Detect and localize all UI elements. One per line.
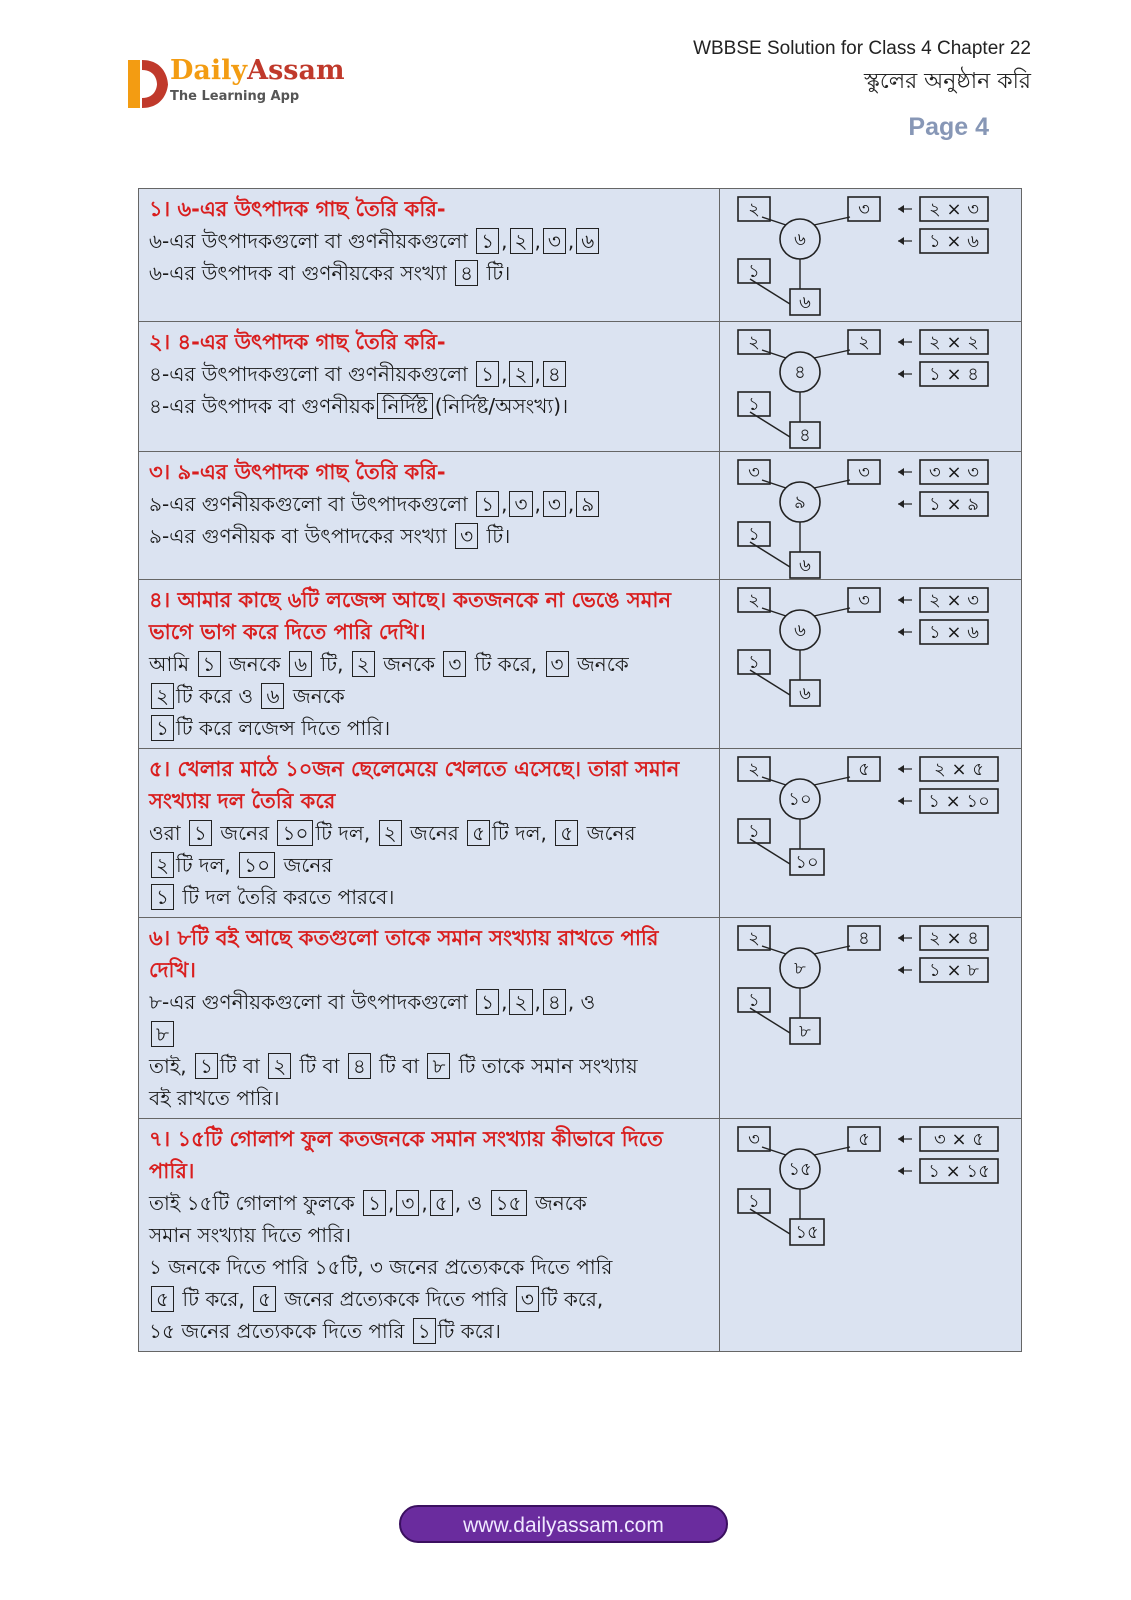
svg-text:৮: ৮	[799, 1021, 811, 1042]
answer-text: জনকে	[286, 684, 345, 708]
factor-tree	[720, 189, 1003, 322]
answer-text: টি দল,	[492, 821, 554, 845]
answer-text: টি করে,	[540, 1287, 604, 1311]
tree-left-factor	[738, 522, 770, 546]
tree-pair1-product	[920, 588, 988, 612]
answer-box: ২	[509, 989, 532, 1015]
tree-pair1-product	[920, 330, 988, 354]
logo-d-icon	[126, 56, 170, 112]
answer-text: বই রাখতে পারি।	[149, 1086, 280, 1110]
answer-line	[149, 881, 711, 913]
answer-text: টি করে,	[175, 1287, 252, 1311]
svg-text:২ × ৫: ২ × ৫	[934, 759, 984, 780]
svg-text:১ × ১০: ১ × ১০	[928, 791, 990, 812]
tree-bottom-factor	[790, 422, 820, 448]
question-text-cell	[139, 918, 720, 1119]
answer-box: ৩	[543, 491, 566, 517]
tree-center-number	[780, 482, 820, 522]
answer-text: জনের	[277, 853, 333, 877]
tree-pair1-arrow	[898, 205, 912, 213]
answer-text: ,	[501, 990, 508, 1014]
answer-box: ২	[510, 228, 533, 254]
question-text-cell	[139, 452, 720, 580]
factor-tree-cell	[720, 749, 1022, 918]
answer-text: ,	[567, 229, 575, 253]
svg-text:৮: ৮	[794, 958, 806, 979]
answer-text: ,	[501, 229, 508, 253]
answer-box: ১	[195, 1053, 218, 1079]
answer-box: ১	[476, 989, 499, 1015]
answer-text: ৬-এর উৎপাদকগুলো বা গুণনীয়কগুলো	[149, 229, 475, 253]
answer-box: ১	[476, 228, 499, 254]
svg-text:৬: ৬	[799, 555, 811, 576]
answer-text: সমান সংখ্যায় দিতে পারি।	[149, 1223, 351, 1247]
answer-text: টি বা	[293, 1054, 346, 1078]
svg-text:২ × ২: ২ × ২	[929, 332, 979, 353]
tree-pair2-product	[920, 492, 988, 516]
answer-box: ৫	[151, 1286, 174, 1312]
answer-box: ১	[151, 715, 174, 741]
answer-text: টি।	[480, 261, 511, 285]
svg-text:২: ২	[858, 332, 870, 353]
question-text-cell	[139, 749, 720, 918]
tree-center-number	[780, 1149, 820, 1189]
svg-text:১: ১	[748, 652, 760, 673]
answer-box: ২	[352, 651, 375, 677]
answer-box: ২	[268, 1053, 291, 1079]
answer-line	[149, 1251, 711, 1283]
answer-box: নির্দিষ্ট	[377, 393, 433, 419]
svg-text:২ × ৩: ২ × ৩	[929, 590, 979, 611]
answer-text: ,	[534, 492, 541, 516]
answer-text: টি বা	[372, 1054, 426, 1078]
answer-text: ,	[501, 362, 508, 386]
answer-text: তাই,	[149, 1054, 193, 1078]
answer-box: ২	[151, 683, 174, 709]
svg-text:৩: ৩	[858, 462, 870, 483]
tree-pair2-arrow	[898, 797, 912, 805]
logo-name: DailyAssam	[170, 55, 345, 86]
answer-text: , ও	[454, 1191, 489, 1215]
answer-line	[149, 1315, 711, 1347]
tree-pair2-product	[920, 1159, 998, 1183]
tree-bottom-factor	[790, 552, 820, 578]
answer-text: জনকে	[376, 652, 442, 676]
svg-text:১০: ১০	[795, 852, 819, 873]
svg-text:২: ২	[748, 332, 760, 353]
factor-tree	[720, 452, 1003, 580]
answer-box: ১০	[239, 852, 275, 878]
tree-bottom-factor	[790, 289, 820, 315]
answer-box: ৫	[467, 820, 490, 846]
answer-text: ৪-এর উৎপাদকগুলো বা গুণনীয়কগুলো	[149, 362, 475, 386]
answer-text: ,	[421, 1191, 428, 1215]
answer-text: তাই ১৫টি গোলাপ ফুলকে	[149, 1191, 362, 1215]
tree-bottom-factor	[790, 1219, 824, 1245]
tree-left-factor	[738, 1189, 770, 1213]
answer-box: ৮	[151, 1021, 174, 1047]
answer-box: ৬	[261, 683, 284, 709]
logo-tagline: The Learning App	[170, 89, 300, 104]
answer-line	[149, 488, 711, 520]
svg-text:১০: ১০	[788, 789, 812, 810]
answer-line	[149, 1082, 711, 1114]
tree-bottom-factor	[790, 1018, 820, 1044]
answer-text: জনের	[403, 821, 466, 845]
svg-text:৪: ৪	[794, 362, 806, 383]
answer-text: জনকে	[528, 1191, 587, 1215]
tree-pair2-product	[920, 362, 988, 386]
answer-box: ৩	[396, 1190, 419, 1216]
answer-text: জনের প্রত্যেককে দিতে পারি	[278, 1287, 514, 1311]
tree-center-number	[780, 219, 820, 259]
answer-text: টি দল,	[176, 853, 238, 877]
answer-text: জনের	[580, 821, 636, 845]
svg-text:১: ১	[748, 1191, 760, 1212]
factor-tree-cell	[720, 1119, 1022, 1352]
tree-pair2-arrow	[898, 966, 912, 974]
answer-text: টি দল তৈরি করতে পারবে।	[175, 885, 395, 909]
answer-box: ২	[509, 361, 532, 387]
answer-text: টি বা	[219, 1054, 267, 1078]
factor-tree	[720, 749, 1003, 911]
page-number: Page 4	[908, 113, 989, 141]
answer-box: ১	[413, 1318, 436, 1344]
factor-tree-cell	[720, 918, 1022, 1119]
question-title: ৩। ৯-এর উৎপাদক গাছ তৈরি করি-	[149, 460, 446, 484]
footer-url[interactable]: www.dailyassam.com	[399, 1505, 728, 1543]
tree-right-factor	[848, 926, 880, 950]
svg-text:১ × ৬: ১ × ৬	[929, 231, 979, 252]
answer-text: জনকে	[222, 652, 288, 676]
svg-text:১ × ১৫: ১ × ১৫	[928, 1161, 990, 1182]
answer-line	[149, 358, 711, 390]
answer-box: ৪	[543, 361, 566, 387]
answer-box: ১	[151, 884, 174, 910]
question-row	[139, 580, 1022, 749]
svg-text:১: ১	[748, 821, 760, 842]
tree-left-factor	[738, 988, 770, 1012]
answer-box: ৫	[555, 820, 578, 846]
tree-pair2-arrow	[898, 500, 912, 508]
answer-text: ,	[534, 990, 541, 1014]
answer-line	[149, 390, 711, 422]
svg-text:৫: ৫	[858, 1129, 870, 1150]
svg-text:২: ২	[748, 199, 760, 220]
question-title: ১। ৬-এর উৎপাদক গাছ তৈরি করি-	[149, 197, 446, 221]
svg-text:৬: ৬	[794, 620, 806, 641]
tree-pair1-arrow	[898, 1135, 912, 1143]
tree-right-factor	[848, 197, 880, 221]
answer-box: ১০	[277, 820, 313, 846]
answer-line	[149, 817, 711, 849]
answer-text: , ও	[567, 990, 596, 1014]
answer-line	[149, 1050, 711, 1082]
svg-text:১: ১	[748, 990, 760, 1011]
answer-text: ৬-এর উৎপাদক বা গুণনীয়কের সংখ্যা	[149, 261, 454, 285]
svg-text:৪: ৪	[858, 928, 870, 949]
svg-text:১: ১	[748, 524, 760, 545]
tree-left-factor	[738, 259, 770, 283]
answer-line	[149, 1283, 711, 1315]
tree-pair1-product	[920, 1127, 998, 1151]
tree-right-factor	[848, 1127, 880, 1151]
tree-pair1-product	[920, 926, 988, 950]
answer-box: ৬	[576, 228, 599, 254]
answer-text: ,	[534, 229, 541, 253]
svg-text:২ × ৩: ২ × ৩	[929, 199, 979, 220]
answer-box: ৩	[443, 651, 466, 677]
answer-text: ৪-এর উৎপাদক বা গুণনীয়ক	[149, 394, 375, 418]
svg-text:২: ২	[748, 928, 760, 949]
answer-box: ৩	[516, 1286, 539, 1312]
answer-line	[149, 1187, 711, 1219]
svg-text:২: ২	[748, 590, 760, 611]
solution-table	[138, 188, 1022, 1352]
tree-pair1-arrow	[898, 338, 912, 346]
answer-box: ৪	[543, 989, 566, 1015]
page-header	[693, 38, 1031, 142]
tree-pair2-arrow	[898, 628, 912, 636]
tree-pair2-arrow	[898, 1167, 912, 1175]
answer-box: ১	[198, 651, 221, 677]
factor-tree	[720, 1119, 1003, 1349]
answer-box: ১	[363, 1190, 386, 1216]
answer-text: ১ জনকে দিতে পারি ১৫টি, ৩ জনের প্রত্যেককে দিতে পারি	[149, 1255, 613, 1279]
question-row	[139, 322, 1022, 452]
answer-line	[149, 849, 711, 881]
svg-text:৩: ৩	[858, 199, 870, 220]
tree-center-number	[780, 779, 820, 819]
answer-line	[149, 648, 711, 680]
answer-text: জনকে	[570, 652, 629, 676]
tree-center-number	[780, 610, 820, 650]
tree-bottom-factor	[790, 849, 824, 875]
svg-text:৩ × ৫: ৩ × ৫	[934, 1129, 984, 1150]
tree-pair2-product	[920, 229, 988, 253]
answer-box: ১	[476, 491, 499, 517]
answer-text: জনের	[213, 821, 276, 845]
tree-pair2-arrow	[898, 370, 912, 378]
answer-box: ৩	[543, 228, 566, 254]
chapter-name: স্কুলের অনুষ্ঠান করি	[864, 69, 1031, 94]
doc-title: WBBSE Solution for Class 4 Chapter 22	[693, 38, 1031, 59]
svg-text:৩ × ৩: ৩ × ৩	[929, 462, 979, 483]
answer-box: ৬	[289, 651, 312, 677]
svg-text:২: ২	[748, 759, 760, 780]
tree-bottom-factor	[790, 680, 820, 706]
svg-text:৬: ৬	[794, 229, 806, 250]
svg-text:৩: ৩	[858, 590, 870, 611]
answer-text: (নির্দিষ্ট/অসংখ্য)।	[434, 394, 569, 418]
answer-box: ১৫	[491, 1190, 527, 1216]
tree-pair2-product	[920, 620, 988, 644]
question-title: ৬। ৮টি বই আছে কতগুলো তাকে সমান সংখ্যায় রাখতে পারি দেখি।	[149, 926, 659, 982]
question-text-cell	[139, 322, 720, 452]
answer-text: ,	[501, 492, 508, 516]
tree-center-number	[780, 352, 820, 392]
answer-box: ৫	[253, 1286, 276, 1312]
tree-center-number	[780, 948, 820, 988]
svg-text:৯: ৯	[794, 492, 806, 513]
tree-right-factor	[848, 757, 880, 781]
question-row	[139, 189, 1022, 322]
answer-line	[149, 520, 711, 552]
answer-box: ৩	[455, 523, 478, 549]
answer-text: টি করে ও	[176, 684, 260, 708]
svg-text:১ × ৯: ১ × ৯	[929, 494, 979, 515]
question-row	[139, 918, 1022, 1119]
svg-text:১৫: ১৫	[795, 1222, 819, 1243]
answer-line	[149, 680, 711, 712]
svg-text:৩: ৩	[748, 462, 760, 483]
answer-text: ,	[534, 362, 541, 386]
question-title: ৭। ১৫টি গোলাপ ফুল কতজনকে সমান সংখ্যায় কীভাবে দিতে পারি।	[149, 1127, 663, 1183]
site-logo[interactable]	[126, 56, 366, 116]
answer-text: টি।	[480, 524, 511, 548]
question-text-cell	[139, 580, 720, 749]
tree-pair2-product	[920, 789, 998, 813]
answer-text: টি দল,	[315, 821, 377, 845]
svg-text:৪: ৪	[799, 425, 811, 446]
answer-box: ১	[189, 820, 212, 846]
question-row	[139, 1119, 1022, 1352]
tree-right-factor	[848, 460, 880, 484]
tree-pair1-product	[920, 757, 998, 781]
answer-line	[149, 1219, 711, 1251]
svg-text:৩: ৩	[748, 1129, 760, 1150]
answer-line	[149, 1018, 711, 1050]
factor-tree-cell	[720, 580, 1022, 749]
tree-left-factor	[738, 392, 770, 416]
answer-text: টি করে।	[437, 1319, 501, 1343]
answer-text: টি করে,	[468, 652, 544, 676]
factor-tree-cell	[720, 322, 1022, 452]
answer-line	[149, 225, 711, 257]
factor-tree	[720, 580, 1003, 742]
question-row	[139, 749, 1022, 918]
answer-text: ৯-এর গুণনীয়ক বা উৎপাদকের সংখ্যা	[149, 524, 454, 548]
answer-text: ৮-এর গুণনীয়কগুলো বা উৎপাদকগুলো	[149, 990, 475, 1014]
factor-tree	[720, 322, 1003, 452]
svg-text:১: ১	[748, 394, 760, 415]
tree-left-factor	[738, 819, 770, 843]
tree-pair1-arrow	[898, 765, 912, 773]
answer-box: ৪	[348, 1053, 371, 1079]
svg-text:২ × ৪: ২ × ৪	[929, 928, 979, 949]
tree-pair1-arrow	[898, 596, 912, 604]
question-text-cell	[139, 1119, 720, 1352]
answer-text: ওরা	[149, 821, 187, 845]
answer-box: ২	[151, 852, 174, 878]
tree-right-factor	[848, 330, 880, 354]
answer-text: ,	[567, 492, 575, 516]
answer-box: ৪	[455, 260, 478, 286]
tree-pair1-product	[920, 460, 988, 484]
answer-line	[149, 257, 711, 289]
svg-text:১ × ৪: ১ × ৪	[929, 364, 979, 385]
question-title: ৫। খেলার মাঠে ১০জন ছেলেমেয়ে খেলতে এসেছে। তারা সমান সংখ্যায় দল তৈরি করে	[149, 757, 680, 813]
svg-text:১ × ৮: ১ × ৮	[929, 960, 979, 981]
tree-left-factor	[738, 650, 770, 674]
tree-right-factor	[848, 588, 880, 612]
svg-text:৬: ৬	[799, 683, 811, 704]
question-row	[139, 452, 1022, 580]
svg-text:৫: ৫	[858, 759, 870, 780]
answer-text: আমি	[149, 652, 196, 676]
tree-pair2-arrow	[898, 237, 912, 245]
factor-tree	[720, 918, 1003, 1110]
tree-pair2-product	[920, 958, 988, 982]
tree-pair1-product	[920, 197, 988, 221]
answer-text: ১৫ জনের প্রত্যেককে দিতে পারি	[149, 1319, 411, 1343]
answer-text: টি,	[314, 652, 350, 676]
answer-box: ৮	[427, 1053, 450, 1079]
answer-box: ৫	[430, 1190, 453, 1216]
answer-box: ২	[379, 820, 402, 846]
answer-box: ৩	[546, 651, 569, 677]
answer-line	[149, 986, 711, 1018]
answer-box: ৯	[576, 491, 599, 517]
answer-text: ৯-এর গুণনীয়কগুলো বা উৎপাদকগুলো	[149, 492, 475, 516]
answer-text: টি করে লজেন্স দিতে পারি।	[175, 716, 391, 740]
answer-box: ৩	[509, 491, 532, 517]
svg-text:১: ১	[748, 261, 760, 282]
answer-text: টি তাকে সমান সংখ্যায়	[452, 1054, 638, 1078]
answer-box: ১	[476, 361, 499, 387]
question-title: ৪। আমার কাছে ৬টি লজেন্স আছে। কতজনকে না ভেঙে সমান ভাগে ভাগ করে দিতে পারি দেখি।	[149, 588, 672, 644]
svg-text:৬: ৬	[799, 292, 811, 313]
factor-tree-cell	[720, 452, 1022, 580]
answer-text: ,	[388, 1191, 395, 1215]
tree-pair1-arrow	[898, 468, 912, 476]
question-title: ২। ৪-এর উৎপাদক গাছ তৈরি করি-	[149, 330, 446, 354]
answer-line	[149, 712, 711, 744]
factor-tree-cell	[720, 189, 1022, 322]
svg-text:১৫: ১৫	[788, 1159, 812, 1180]
question-text-cell	[139, 189, 720, 322]
tree-pair1-arrow	[898, 934, 912, 942]
svg-text:১ × ৬: ১ × ৬	[929, 622, 979, 643]
